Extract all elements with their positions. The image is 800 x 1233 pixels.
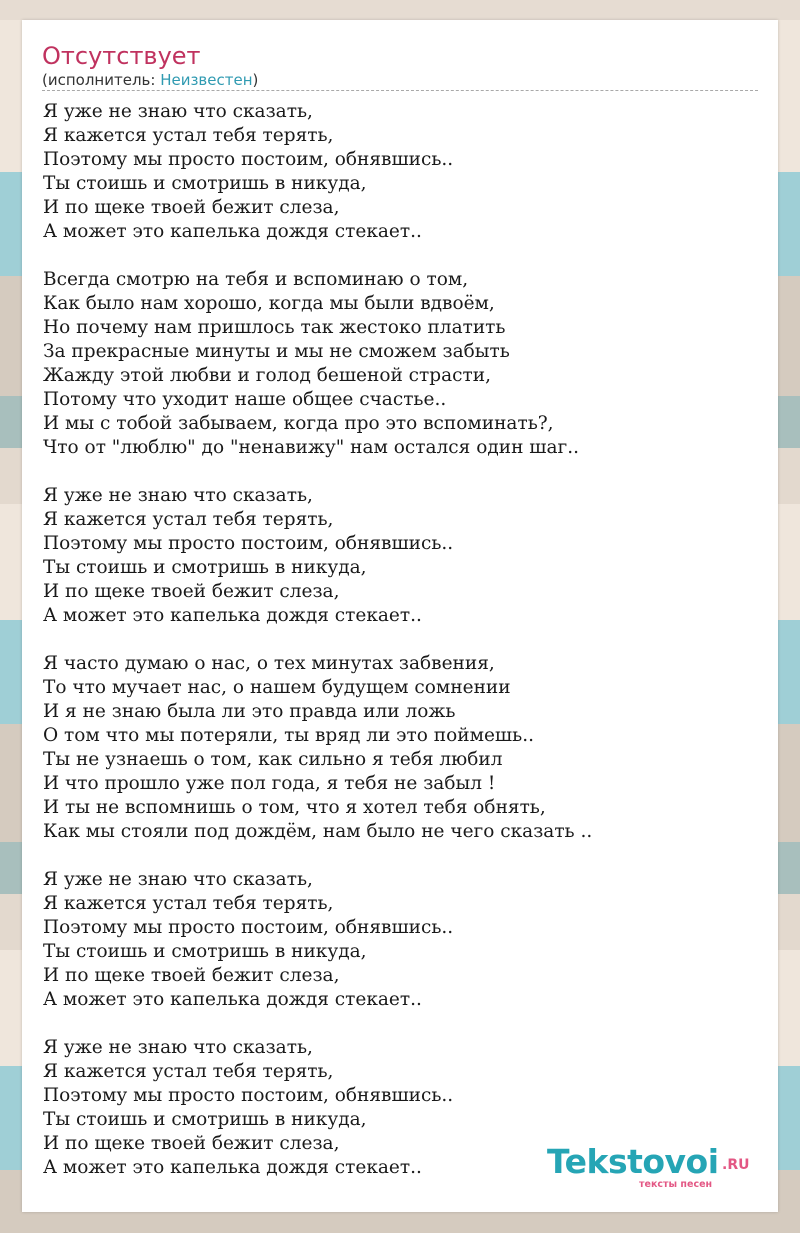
logo-wordmark: Tekstovoi bbox=[547, 1142, 719, 1181]
lyrics-text bbox=[43, 100, 758, 1204]
lyrics-line: Я кажется устал тебя терять, bbox=[43, 893, 334, 914]
lyrics-line: И по щеке твоей бежит слеза, bbox=[43, 197, 340, 218]
lyrics-line: Как было нам хорошо, когда мы были вдвоём, bbox=[43, 293, 495, 314]
lyrics-stanza bbox=[43, 268, 758, 460]
lyrics-line: То что мучает нас, о нашем будущем сомнении bbox=[43, 677, 511, 698]
lyrics-line: Я часто думаю о нас, о тех минутах забвения, bbox=[43, 653, 495, 674]
title-divider bbox=[42, 90, 758, 91]
lyrics-line: Я уже не знаю что сказать, bbox=[43, 485, 313, 506]
lyrics-line: А может это капелька дождя стекает.. bbox=[43, 221, 422, 242]
lyrics-stanza bbox=[43, 484, 758, 628]
lyrics-line: За прекрасные минуты и мы не сможем забыть bbox=[43, 341, 510, 362]
lyrics-line: Я кажется устал тебя терять, bbox=[43, 509, 334, 530]
lyrics-line: Ты стоишь и смотришь в никуда, bbox=[43, 557, 367, 578]
lyrics-line: А может это капелька дождя стекает.. bbox=[43, 1157, 422, 1178]
lyrics-stanza bbox=[43, 868, 758, 1012]
site-logo[interactable] bbox=[547, 1143, 757, 1193]
song-title: Отсутствует bbox=[42, 42, 201, 70]
lyrics-line: Потому что уходит наше общее счастье.. bbox=[43, 389, 447, 410]
lyrics-line: Как мы стояли под дождём, нам было не чего сказать .. bbox=[43, 821, 593, 842]
lyrics-line: И что прошло уже пол года, я тебя не забыл ! bbox=[43, 773, 496, 794]
lyrics-line: Ты стоишь и смотришь в никуда, bbox=[43, 941, 367, 962]
lyrics-line: Поэтому мы просто постоим, обнявшись.. bbox=[43, 1085, 454, 1106]
lyrics-line: Я уже не знаю что сказать, bbox=[43, 101, 313, 122]
lyrics-line: И по щеке твоей бежит слеза, bbox=[43, 581, 340, 602]
lyrics-line: Я кажется устал тебя терять, bbox=[43, 125, 334, 146]
logo-tagline: тексты песен bbox=[639, 1179, 713, 1190]
lyrics-line: Поэтому мы просто постоим, обнявшись.. bbox=[43, 533, 454, 554]
logo-domain-suffix: .RU bbox=[722, 1157, 750, 1173]
lyrics-line: Поэтому мы просто постоим, обнявшись.. bbox=[43, 149, 454, 170]
lyrics-line: Я кажется устал тебя терять, bbox=[43, 1061, 334, 1082]
lyrics-line: И по щеке твоей бежит слеза, bbox=[43, 1133, 340, 1154]
lyrics-line: Ты стоишь и смотришь в никуда, bbox=[43, 1109, 367, 1130]
lyrics-line: Ты не узнаешь о том, как сильно я тебя любил bbox=[43, 749, 503, 770]
lyrics-line: Поэтому мы просто постоим, обнявшись.. bbox=[43, 917, 454, 938]
artist-link[interactable]: Неизвестен bbox=[160, 71, 253, 89]
artist-line bbox=[42, 71, 258, 89]
lyrics-stanza bbox=[43, 652, 758, 844]
lyrics-line: О том что мы потеряли, ты вряд ли это поймешь.. bbox=[43, 725, 534, 746]
lyrics-line: И мы с тобой забываем, когда про это вспоминать?, bbox=[43, 413, 554, 434]
artist-prefix: (исполнитель: bbox=[42, 71, 161, 89]
lyrics-line: Ты стоишь и смотришь в никуда, bbox=[43, 173, 367, 194]
lyrics-card bbox=[22, 20, 778, 1212]
lyrics-line: А может это капелька дождя стекает.. bbox=[43, 605, 422, 626]
lyrics-line: Я уже не знаю что сказать, bbox=[43, 1037, 313, 1058]
lyrics-line: Что от "люблю" до "ненавижу" нам остался один шаг.. bbox=[43, 437, 579, 458]
lyrics-line: Всегда смотрю на тебя и вспоминаю о том, bbox=[43, 269, 469, 290]
lyrics-line: Но почему нам пришлось так жестоко платить bbox=[43, 317, 506, 338]
lyrics-line: И по щеке твоей бежит слеза, bbox=[43, 965, 340, 986]
lyrics-line: И я не знаю была ли это правда или ложь bbox=[43, 701, 456, 722]
lyrics-line: А может это капелька дождя стекает.. bbox=[43, 989, 422, 1010]
lyrics-stanza bbox=[43, 100, 758, 244]
lyrics-line: Я уже не знаю что сказать, bbox=[43, 869, 313, 890]
lyrics-line: Жажду этой любви и голод бешеной страсти, bbox=[43, 365, 491, 386]
artist-suffix: ) bbox=[252, 71, 259, 89]
lyrics-line: И ты не вспомнишь о том, что я хотел тебя обнять, bbox=[43, 797, 546, 818]
